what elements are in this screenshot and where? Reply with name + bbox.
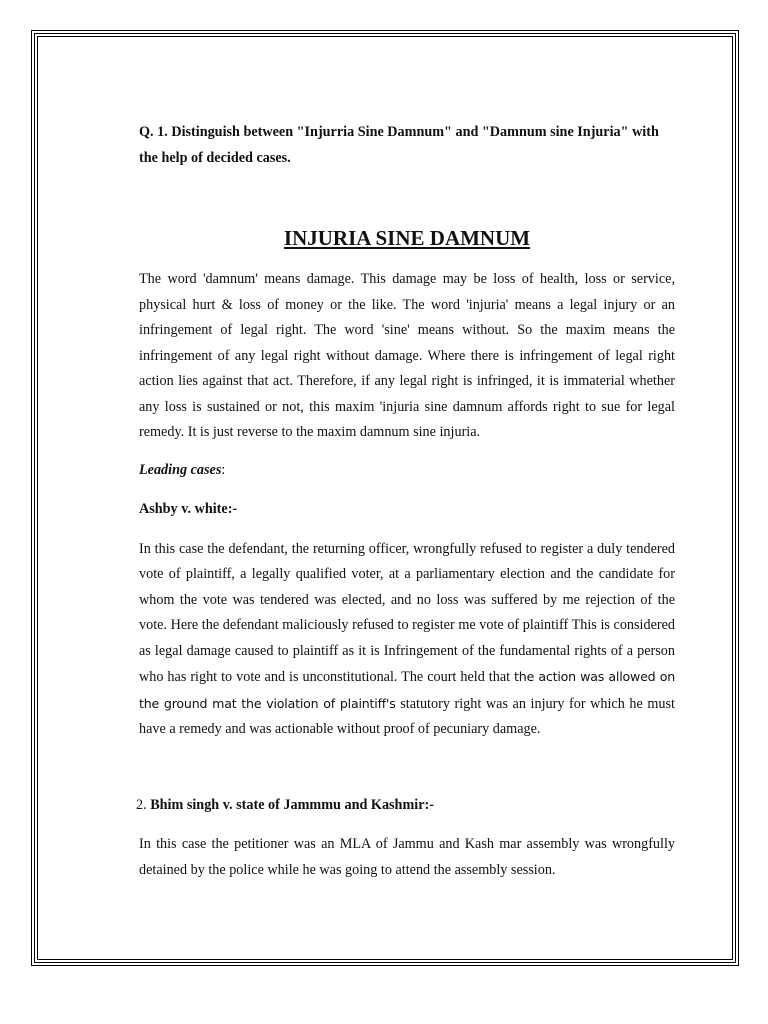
case2-number: 2. — [136, 796, 147, 813]
section-title: INJURIA SINE DAMNUM — [283, 226, 531, 250]
case1-text-part2: the action was allowed on the ground mat the violation of plaintiff's — [139, 669, 675, 711]
leading-cases-colon: : — [221, 461, 226, 478]
document-body — [136, 120, 675, 883]
case2-title — [136, 793, 675, 819]
case1-text-part3: statutory right was an injury for which he must have a remedy and was actionable without proof of pecuniary damage. — [139, 695, 675, 737]
leading-cases-text: Leading cases — [139, 461, 222, 478]
intro-paragraph: The word 'damnum' means damage. This damage may be loss of health, loss or service, physical hurt & loss of money or the like. The word 'injuria' means a legal injury or an infringement of legal right. The word 'sine' means without. So the maxim means the infringement of any legal right without damage. Where there is infringement of legal right action lies against that act. Therefore, if any legal right is infringed, it is immaterial whether any loss is sustained or not, this maxim 'injuria sine damnum affords right to sue for legal remedy. It is just reverse to the maxim damnum sine injuria. — [139, 271, 675, 440]
case2-name: Bhim singh v. state of Jammmu and Kashmir:- — [150, 796, 434, 813]
case1-text-part1: In this case the defendant, the returning officer, wrongfully refused to register a duly tendered vote of plaintiff, a legally qualified voter, at a parliamentary election and the candidate for whom the vote was tendered was elected, and no loss was suffered by me rejection of the vote. Here the defendant maliciously refused to register me vote of plaintiff This is considered as legal damage caused to plaintiff as it is Infringement of the fundamental rights of a person who has right to vote and is unconstitutional. The court held that — [139, 540, 675, 685]
case2-paragraph: In this case the petitioner was an MLA of Jammu and Kash mar assembly was wrongfully detained by the police while he was going to attend the assembly session. — [139, 836, 675, 878]
leading-cases-label — [139, 458, 675, 484]
case1-title: Ashby v. white:- — [139, 501, 238, 517]
case1-paragraph — [139, 537, 675, 743]
question-heading: Q. 1. Distinguish between "Injurria Sine Damnum" and "Damnum sine Injuria" with the help of decided cases. — [139, 124, 659, 166]
